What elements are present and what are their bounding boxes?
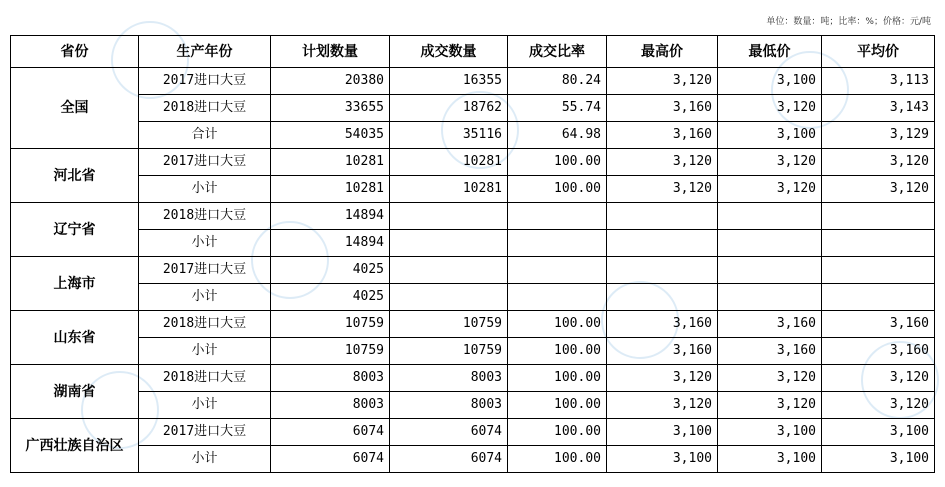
province-cell: 上海市 bbox=[11, 257, 139, 311]
deal-cell: 10759 bbox=[390, 338, 508, 365]
low-cell bbox=[718, 284, 822, 311]
ratio-cell: 100.00 bbox=[508, 176, 607, 203]
high-cell: 3,120 bbox=[607, 365, 718, 392]
table-row bbox=[11, 392, 935, 419]
ratio-cell: 100.00 bbox=[508, 446, 607, 473]
table-row bbox=[11, 311, 935, 338]
header-avg: 平均价 bbox=[822, 36, 935, 68]
year-cell: 2017进口大豆 bbox=[139, 419, 271, 446]
header-province: 省份 bbox=[11, 36, 139, 68]
avg-cell bbox=[822, 284, 935, 311]
ratio-cell: 100.00 bbox=[508, 419, 607, 446]
avg-cell: 3,120 bbox=[822, 149, 935, 176]
deal-cell bbox=[390, 284, 508, 311]
year-cell: 合计 bbox=[139, 122, 271, 149]
low-cell bbox=[718, 257, 822, 284]
avg-cell bbox=[822, 203, 935, 230]
unit-note: 单位：数量：吨；比率：%；价格：元/吨 bbox=[766, 17, 931, 27]
low-cell bbox=[718, 203, 822, 230]
ratio-cell: 55.74 bbox=[508, 95, 607, 122]
ratio-cell: 80.24 bbox=[508, 68, 607, 95]
low-cell: 3,120 bbox=[718, 176, 822, 203]
low-cell: 3,100 bbox=[718, 122, 822, 149]
table-row bbox=[11, 68, 935, 95]
table-row bbox=[11, 203, 935, 230]
province-cell: 河北省 bbox=[11, 149, 139, 203]
plan-cell: 10759 bbox=[271, 338, 390, 365]
table-row bbox=[11, 284, 935, 311]
ratio-cell: 100.00 bbox=[508, 365, 607, 392]
avg-cell: 3,143 bbox=[822, 95, 935, 122]
low-cell: 3,100 bbox=[718, 68, 822, 95]
high-cell bbox=[607, 257, 718, 284]
deal-cell: 8003 bbox=[390, 365, 508, 392]
high-cell: 3,160 bbox=[607, 338, 718, 365]
header-low: 最低价 bbox=[718, 36, 822, 68]
deal-cell: 6074 bbox=[390, 446, 508, 473]
high-cell bbox=[607, 284, 718, 311]
high-cell: 3,100 bbox=[607, 446, 718, 473]
plan-cell: 10759 bbox=[271, 311, 390, 338]
ratio-cell: 100.00 bbox=[508, 149, 607, 176]
deal-cell: 6074 bbox=[390, 419, 508, 446]
plan-cell: 10281 bbox=[271, 149, 390, 176]
province-cell: 山东省 bbox=[11, 311, 139, 365]
province-cell: 湖南省 bbox=[11, 365, 139, 419]
low-cell: 3,160 bbox=[718, 311, 822, 338]
high-cell: 3,160 bbox=[607, 311, 718, 338]
high-cell: 3,120 bbox=[607, 392, 718, 419]
header-ratio: 成交比率 bbox=[508, 36, 607, 68]
low-cell bbox=[718, 230, 822, 257]
year-cell: 小计 bbox=[139, 176, 271, 203]
transaction-table bbox=[10, 35, 935, 473]
plan-cell: 14894 bbox=[271, 203, 390, 230]
plan-cell: 14894 bbox=[271, 230, 390, 257]
high-cell bbox=[607, 203, 718, 230]
table-row bbox=[11, 338, 935, 365]
ratio-cell: 100.00 bbox=[508, 338, 607, 365]
avg-cell bbox=[822, 257, 935, 284]
avg-cell: 3,100 bbox=[822, 419, 935, 446]
deal-cell: 16355 bbox=[390, 68, 508, 95]
year-cell: 2018进口大豆 bbox=[139, 365, 271, 392]
ratio-cell: 100.00 bbox=[508, 392, 607, 419]
high-cell: 3,160 bbox=[607, 122, 718, 149]
low-cell: 3,120 bbox=[718, 95, 822, 122]
avg-cell: 3,160 bbox=[822, 338, 935, 365]
year-cell: 2017进口大豆 bbox=[139, 68, 271, 95]
low-cell: 3,120 bbox=[718, 149, 822, 176]
deal-cell: 10281 bbox=[390, 149, 508, 176]
avg-cell bbox=[822, 230, 935, 257]
header-year: 生产年份 bbox=[139, 36, 271, 68]
year-cell: 2017进口大豆 bbox=[139, 149, 271, 176]
plan-cell: 8003 bbox=[271, 365, 390, 392]
table-row bbox=[11, 122, 935, 149]
avg-cell: 3,120 bbox=[822, 392, 935, 419]
province-cell: 辽宁省 bbox=[11, 203, 139, 257]
avg-cell: 3,113 bbox=[822, 68, 935, 95]
year-cell: 2017进口大豆 bbox=[139, 257, 271, 284]
table-row bbox=[11, 230, 935, 257]
province-cell: 全国 bbox=[11, 68, 139, 149]
table-row bbox=[11, 419, 935, 446]
ratio-cell bbox=[508, 230, 607, 257]
avg-cell: 3,160 bbox=[822, 311, 935, 338]
deal-cell: 10281 bbox=[390, 176, 508, 203]
low-cell: 3,120 bbox=[718, 365, 822, 392]
header-deal: 成交数量 bbox=[390, 36, 508, 68]
province-cell: 广西壮族自治区 bbox=[11, 419, 139, 473]
deal-cell: 18762 bbox=[390, 95, 508, 122]
year-cell: 小计 bbox=[139, 392, 271, 419]
plan-cell: 6074 bbox=[271, 419, 390, 446]
avg-cell: 3,120 bbox=[822, 365, 935, 392]
header-plan: 计划数量 bbox=[271, 36, 390, 68]
avg-cell: 3,129 bbox=[822, 122, 935, 149]
table-row bbox=[11, 257, 935, 284]
deal-cell: 35116 bbox=[390, 122, 508, 149]
avg-cell: 3,120 bbox=[822, 176, 935, 203]
year-cell: 小计 bbox=[139, 284, 271, 311]
high-cell bbox=[607, 230, 718, 257]
high-cell: 3,100 bbox=[607, 419, 718, 446]
deal-cell: 10759 bbox=[390, 311, 508, 338]
low-cell: 3,120 bbox=[718, 392, 822, 419]
header-row bbox=[11, 36, 935, 68]
high-cell: 3,120 bbox=[607, 176, 718, 203]
ratio-cell bbox=[508, 284, 607, 311]
plan-cell: 33655 bbox=[271, 95, 390, 122]
plan-cell: 4025 bbox=[271, 257, 390, 284]
avg-cell: 3,100 bbox=[822, 446, 935, 473]
year-cell: 小计 bbox=[139, 230, 271, 257]
year-cell: 小计 bbox=[139, 446, 271, 473]
low-cell: 3,100 bbox=[718, 419, 822, 446]
table-row bbox=[11, 176, 935, 203]
plan-cell: 20380 bbox=[271, 68, 390, 95]
plan-cell: 8003 bbox=[271, 392, 390, 419]
year-cell: 2018进口大豆 bbox=[139, 95, 271, 122]
plan-cell: 10281 bbox=[271, 176, 390, 203]
ratio-cell bbox=[508, 257, 607, 284]
plan-cell: 4025 bbox=[271, 284, 390, 311]
plan-cell: 54035 bbox=[271, 122, 390, 149]
ratio-cell: 64.98 bbox=[508, 122, 607, 149]
low-cell: 3,160 bbox=[718, 338, 822, 365]
year-cell: 小计 bbox=[139, 338, 271, 365]
table-row bbox=[11, 95, 935, 122]
high-cell: 3,120 bbox=[607, 68, 718, 95]
deal-cell bbox=[390, 230, 508, 257]
deal-cell bbox=[390, 203, 508, 230]
year-cell: 2018进口大豆 bbox=[139, 311, 271, 338]
ratio-cell bbox=[508, 203, 607, 230]
deal-cell bbox=[390, 257, 508, 284]
plan-cell: 6074 bbox=[271, 446, 390, 473]
table-row bbox=[11, 149, 935, 176]
ratio-cell: 100.00 bbox=[508, 311, 607, 338]
high-cell: 3,160 bbox=[607, 95, 718, 122]
table-row bbox=[11, 446, 935, 473]
table-row bbox=[11, 365, 935, 392]
year-cell: 2018进口大豆 bbox=[139, 203, 271, 230]
header-high: 最高价 bbox=[607, 36, 718, 68]
low-cell: 3,100 bbox=[718, 446, 822, 473]
deal-cell: 8003 bbox=[390, 392, 508, 419]
high-cell: 3,120 bbox=[607, 149, 718, 176]
